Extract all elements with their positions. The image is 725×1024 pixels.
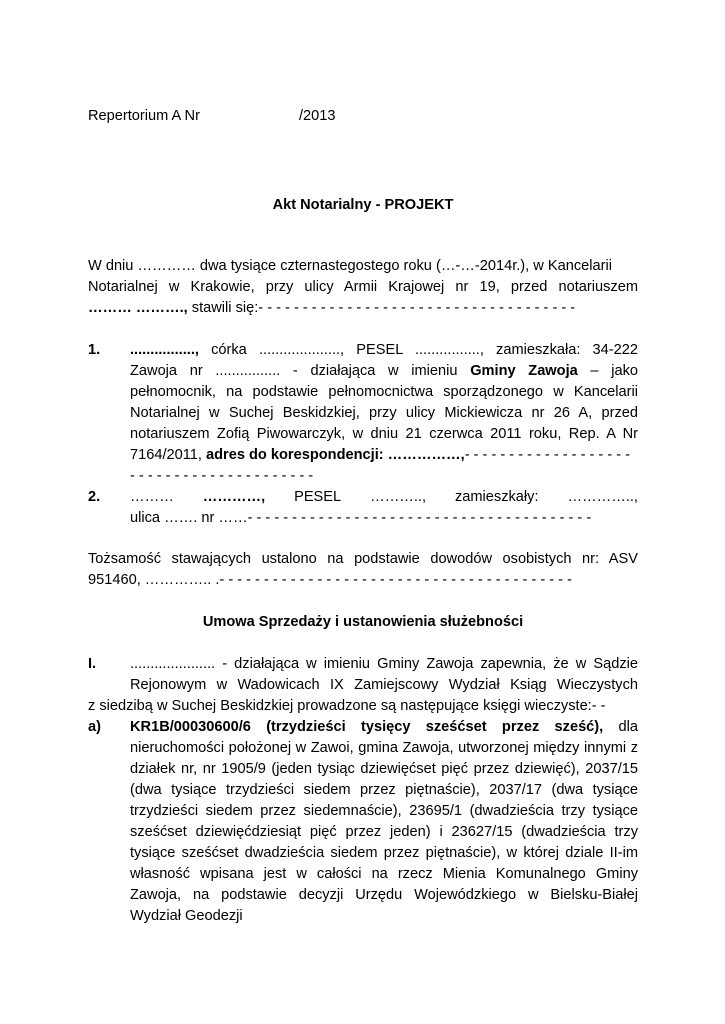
repertorium-label: Repertorium A Nr — [88, 108, 200, 124]
subsection-label: a) — [88, 719, 101, 735]
document-content — [88, 106, 638, 927]
intro-paragraph — [88, 256, 638, 319]
party-2-line-2: ulica ……. nr ……- - - - - - - - - - - - - - - - - - - - - - - - - - - - - - - - - - - - - - - — [130, 510, 592, 526]
party-number: 1. — [88, 342, 101, 358]
section-number: I. — [88, 656, 97, 672]
party-1 — [88, 340, 638, 487]
section-1 — [88, 654, 638, 927]
intro-line-3: ……… ………., stawili się:- - - - - - - - - - - - - - - - - - - - - - - - - - - - - - - - - - - - — [88, 300, 576, 316]
section-1-last-line: z siedzibą w Suchej Beskidzkiej prowadzone są następujące księgi wieczyste:- - — [88, 698, 606, 714]
document-title: Akt Notarialny - PROJEKT — [272, 197, 454, 213]
intro-line-1: W dniu ………… dwa tysiące czternastegostego roku (…-…-2014r.), w Kancelarii — [88, 258, 612, 274]
section-1-text: ..................... - działająca w imieniu Gminy Zawoja zapewnia, że w Sądzie Rejonowym w Wadowicach IX Zamiejscowy Wydział Ksiąg Wieczystych — [130, 656, 638, 693]
identity-paragraph: Tożsamość stawających ustalono na podstawie dowodów osobistych nr: ASV 951460, ………….. .- - - - - - - - - - - - - - - - - - - - - - - - - - - - - - - - - - - - - - - - — [88, 551, 638, 588]
section-heading: Umowa Sprzedaży i ustanowienia służebności — [202, 614, 524, 630]
repertorium-line — [88, 106, 638, 127]
intro-line-2: Notarialnej w Krakowie, przy ulicy Armii Krajowej nr 19, przed notariuszem — [88, 279, 638, 295]
subsection-a — [88, 717, 638, 927]
party-2-line-1: ……… …………, PESEL ……….., zamieszkały: ………….., — [130, 489, 638, 505]
party-2-text — [130, 487, 638, 529]
subsection-a-text: KR1B/00030600/6 (trzydzieści tysięcy sześćset przez sześć), dla nieruchomości położonej w Zawoi, gmina Zawoja, utworzonej między innymi z działek nr, nr 1905/9 (jeden tysiąc dziewięćset pięć przez dziewięć), 2037/15 (dwa tysiące trzydzieści siedem przez piętnaście), 2037/17 (dwa tysiące trzydzieści siedem przez siedemnaście), 23695/1 (dwadzieścia trzy tysiące sześćset dziewięćdziesiąt pięć przez jeden) i 23627/15 (dwadzieścia trzy tysiące sześćset dwadzieścia siedem przez piętnaście), w której dziale II-im własność wpisana jest w całości na rzecz Mienia Komunalnego Gminy Zawoja, na podstawie decyzji Urzędu Wojewódzkiego w Bielsku-Białej Wydział Geodezji — [130, 719, 638, 924]
repertorium-year: /2013 — [299, 108, 336, 124]
party-1-text: ................, córka ...................., PESEL ................, zamieszkała: 34-222 Zawoja nr ................ - działająca w imieniu Gminy Zawoja – jako pełnomocnik, na podstawie pełnomocnictwa sporządzonego w Kancelarii Notarialnej w Suchej Beskidzkiej, przy ulicy Mickiewicza nr 26 A, przed notariuszem Zofią Piwowarczyk, w dniu 21 czerwca 2011 roku, Rep. A Nr 7164/2011, adres do korespondencji: ……………,- - - - - - - - - - - - - - - - - - - - - - - - - - - - - - - - - - - - - - - - — [130, 342, 638, 484]
party-2 — [88, 487, 638, 529]
party-number: 2. — [88, 489, 101, 505]
